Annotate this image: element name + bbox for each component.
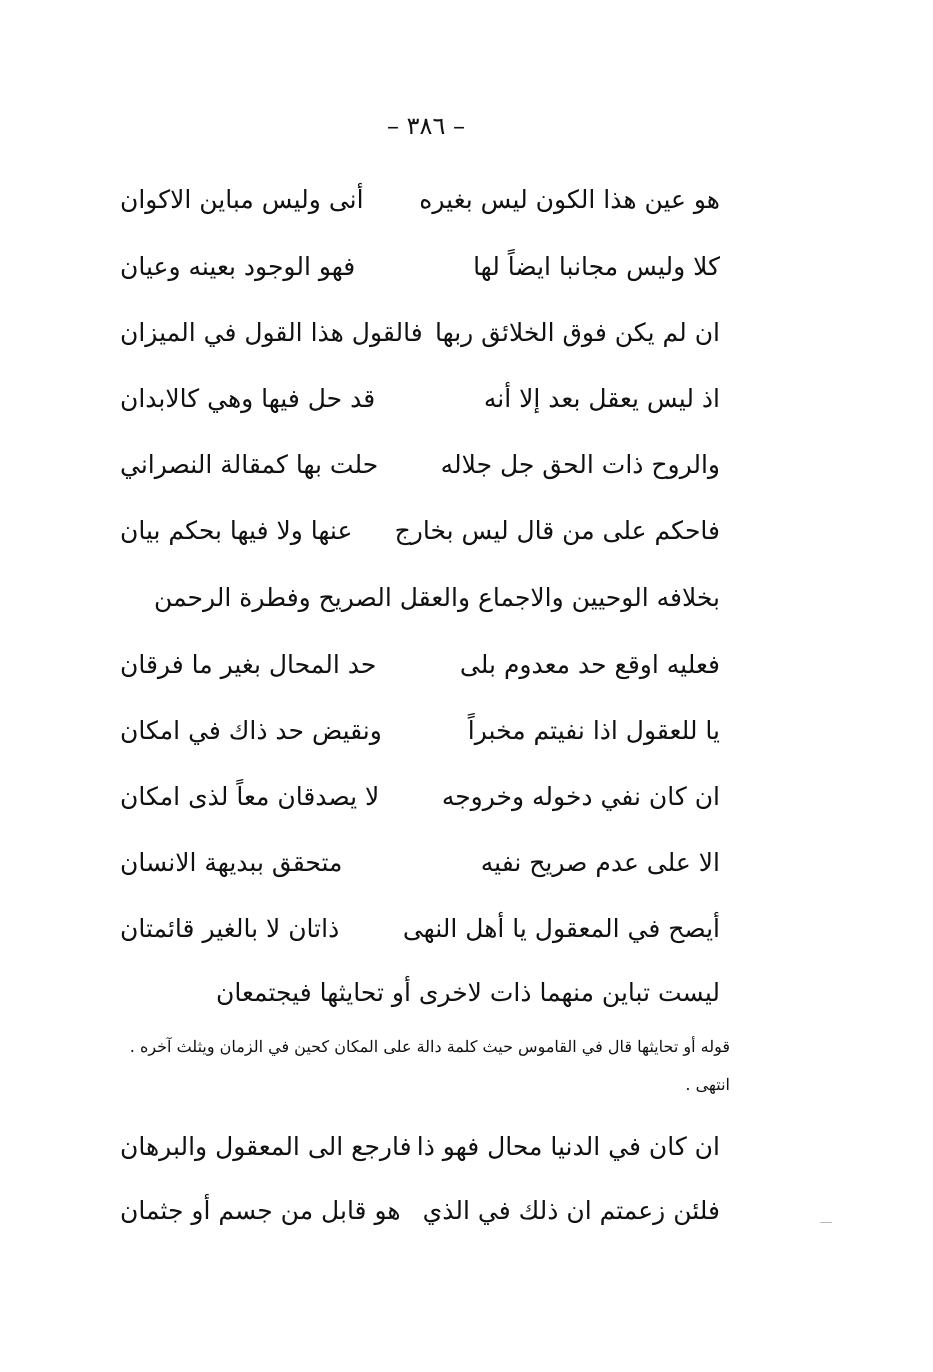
- verse-right-hemistich: الا على عدم صريح نفيه: [480, 848, 720, 877]
- verse-right-hemistich: كلا وليس مجانبا ايضاً لها: [473, 252, 720, 281]
- verse-line: [120, 175, 720, 225]
- verse-right-hemistich: فعليه اوقع حد معدوم بلى: [459, 650, 720, 679]
- verse-left-hemistich: هو قابل من جسم أو جثمان: [120, 1196, 401, 1225]
- verse-right-hemistich: والروح ذات الحق جل جلاله: [440, 450, 720, 479]
- footnote: قوله أو تحايثها قال في القاموس حيث كلمة دالة على المكان كحين في الزمان ويثلث آخره . انتهى .: [129, 1037, 730, 1094]
- verse-line: [120, 374, 720, 424]
- verse-right-hemistich: ان لم يكن فوق الخلائق ربها: [435, 318, 720, 347]
- verse-left-hemistich: ذاتان لا بالغير قائمتان: [120, 914, 340, 943]
- verse-line: [120, 838, 720, 888]
- verse-full-text: ليست تباين منهما ذات لاخرى أو تحايثها فيجتمعان: [215, 978, 720, 1007]
- verse-line: [120, 904, 720, 954]
- scan-edge-mark: [820, 1222, 832, 1223]
- verse-line-full: [120, 968, 720, 1018]
- verse-right-hemistich: ان كان في الدنيا محال فهو ذا: [416, 1132, 720, 1161]
- verse-line: [120, 506, 720, 556]
- verse-right-hemistich: ان كان نفي دخوله وخروجه: [441, 782, 720, 811]
- verse-right-hemistich: اذ ليس يعقل بعد إلا أنه: [483, 384, 720, 413]
- verse-left-hemistich: ونقيض حد ذاك في امكان: [120, 716, 382, 745]
- verse-left-hemistich: حلت بها كمقالة النصراني: [120, 450, 379, 479]
- verse-left-hemistich: عنها ولا فيها بحكم بيان: [120, 516, 353, 545]
- verse-right-hemistich: فاحكم على من قال ليس بخارج: [394, 516, 720, 545]
- verse-full-text: بخلافه الوحيين والاجماع والعقل الصريح وفطرة الرحمن: [154, 583, 720, 612]
- verse-line: [120, 308, 720, 358]
- page-number: – ٣٨٦ –: [387, 112, 465, 140]
- verse-right-hemistich: فلئن زعمتم ان ذلك في الذي: [422, 1196, 720, 1225]
- verse-right-hemistich: يا للعقول اذا نفيتم مخبراً: [467, 716, 720, 745]
- verse-right-hemistich: هو عين هذا الكون ليس بغيره: [419, 185, 720, 214]
- verse-left-hemistich: متحقق ببديهة الانسان: [120, 848, 343, 877]
- verse-left-hemistich: حد المحال بغير ما فرقان: [120, 650, 377, 679]
- verse-right-hemistich: أيصح في المعقول يا أهل النهى: [402, 914, 720, 943]
- verse-line: [120, 1186, 720, 1236]
- verse-left-hemistich: فالقول هذا القول في الميزان: [120, 318, 423, 347]
- verse-line: [120, 242, 720, 292]
- verse-left-hemistich: قد حل فيها وهي كالابدان: [120, 384, 376, 413]
- verse-line: [120, 1122, 720, 1172]
- verse-left-hemistich: لا يصدقان معاً لذى امكان: [120, 782, 380, 811]
- verse-line: [120, 440, 720, 490]
- verse-line: [120, 640, 720, 690]
- verse-left-hemistich: فهو الوجود بعينه وعيان: [120, 252, 356, 281]
- verse-left-hemistich: فارجع الى المعقول والبرهان: [120, 1132, 412, 1161]
- verse-left-hemistich: أنى وليس مباين الاكوان: [120, 185, 364, 214]
- verse-line: [120, 772, 720, 822]
- verse-line: [120, 706, 720, 756]
- verse-line-full: [120, 573, 720, 623]
